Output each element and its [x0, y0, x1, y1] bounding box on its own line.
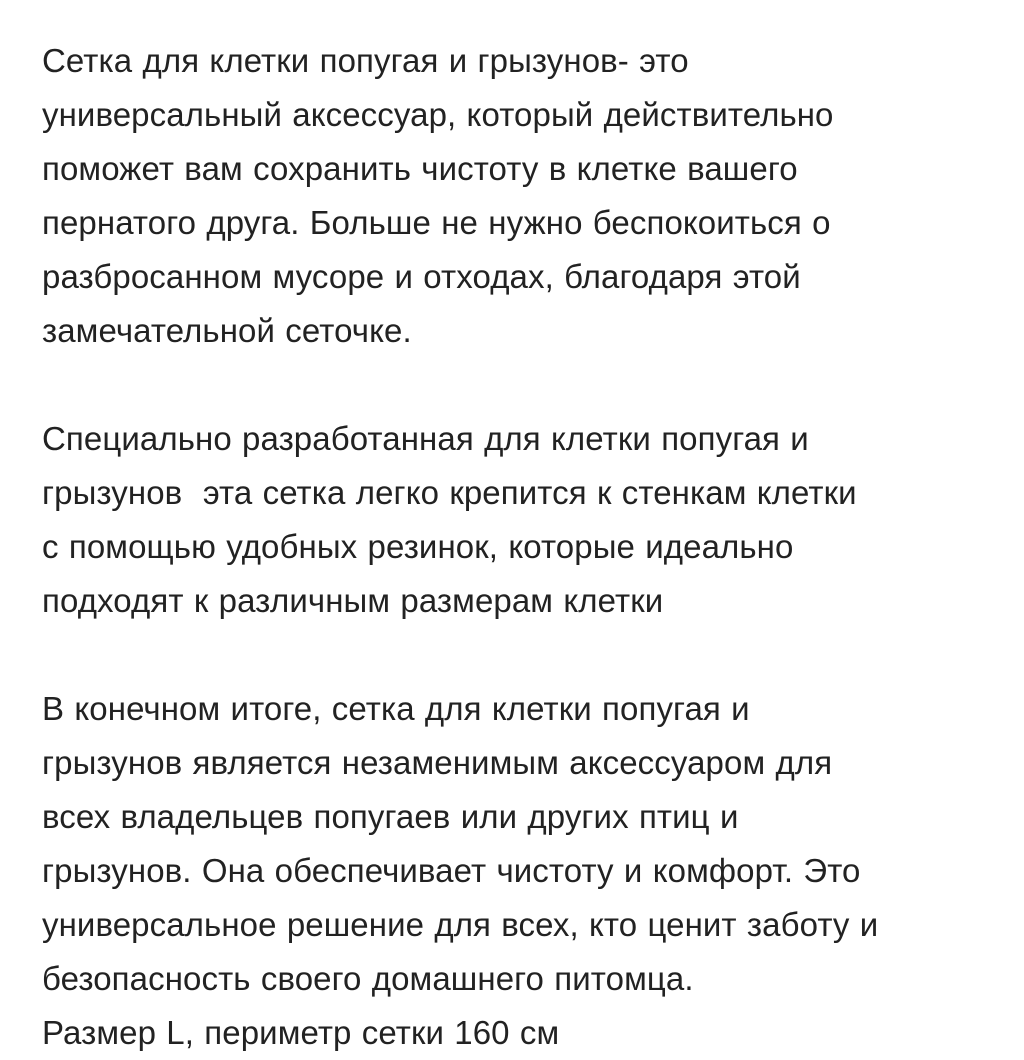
text-line: разбросанном мусоре и отходах, благодаря этой — [42, 258, 801, 295]
text-line: грызунов является незаменимым аксессуаром для — [42, 744, 833, 781]
text-line: универсальный аксессуар, который действительно — [42, 96, 834, 133]
text-line: пернатого друга. Больше не нужно беспокоиться о — [42, 204, 831, 241]
text-line: грызунов. Она обеспечивает чистоту и комфорт. Это — [42, 852, 861, 889]
text-line: замечательной сеточке. — [42, 312, 412, 349]
text-line: универсальное решение для всех, кто ценит заботу и — [42, 906, 879, 943]
text-line: грызунов эта сетка легко крепится к стенкам клетки — [42, 474, 857, 511]
text-line: В конечном итоге, сетка для клетки попугая и — [42, 690, 750, 727]
paragraph-design — [42, 412, 1002, 628]
text-line: Специально разработанная для клетки попугая и — [42, 420, 809, 457]
text-line: всех владельцев попугаев или других птиц и — [42, 798, 739, 835]
text-line: безопасность своего домашнего питомца. — [42, 960, 694, 997]
paragraph-gap — [42, 628, 1002, 682]
paragraph-gap — [42, 358, 1002, 412]
product-description — [42, 34, 1002, 1060]
text-line: Сетка для клетки попугая и грызунов- это — [42, 42, 689, 79]
text-line: поможет вам сохранить чистоту в клетке вашего — [42, 150, 798, 187]
size-info: Размер L, периметр сетки 160 см — [42, 1014, 560, 1051]
text-line: с помощью удобных резинок, которые идеально — [42, 528, 794, 565]
paragraph-intro — [42, 34, 1002, 358]
paragraph-conclusion — [42, 682, 1002, 1060]
text-line: подходят к различным размерам клетки — [42, 582, 664, 619]
